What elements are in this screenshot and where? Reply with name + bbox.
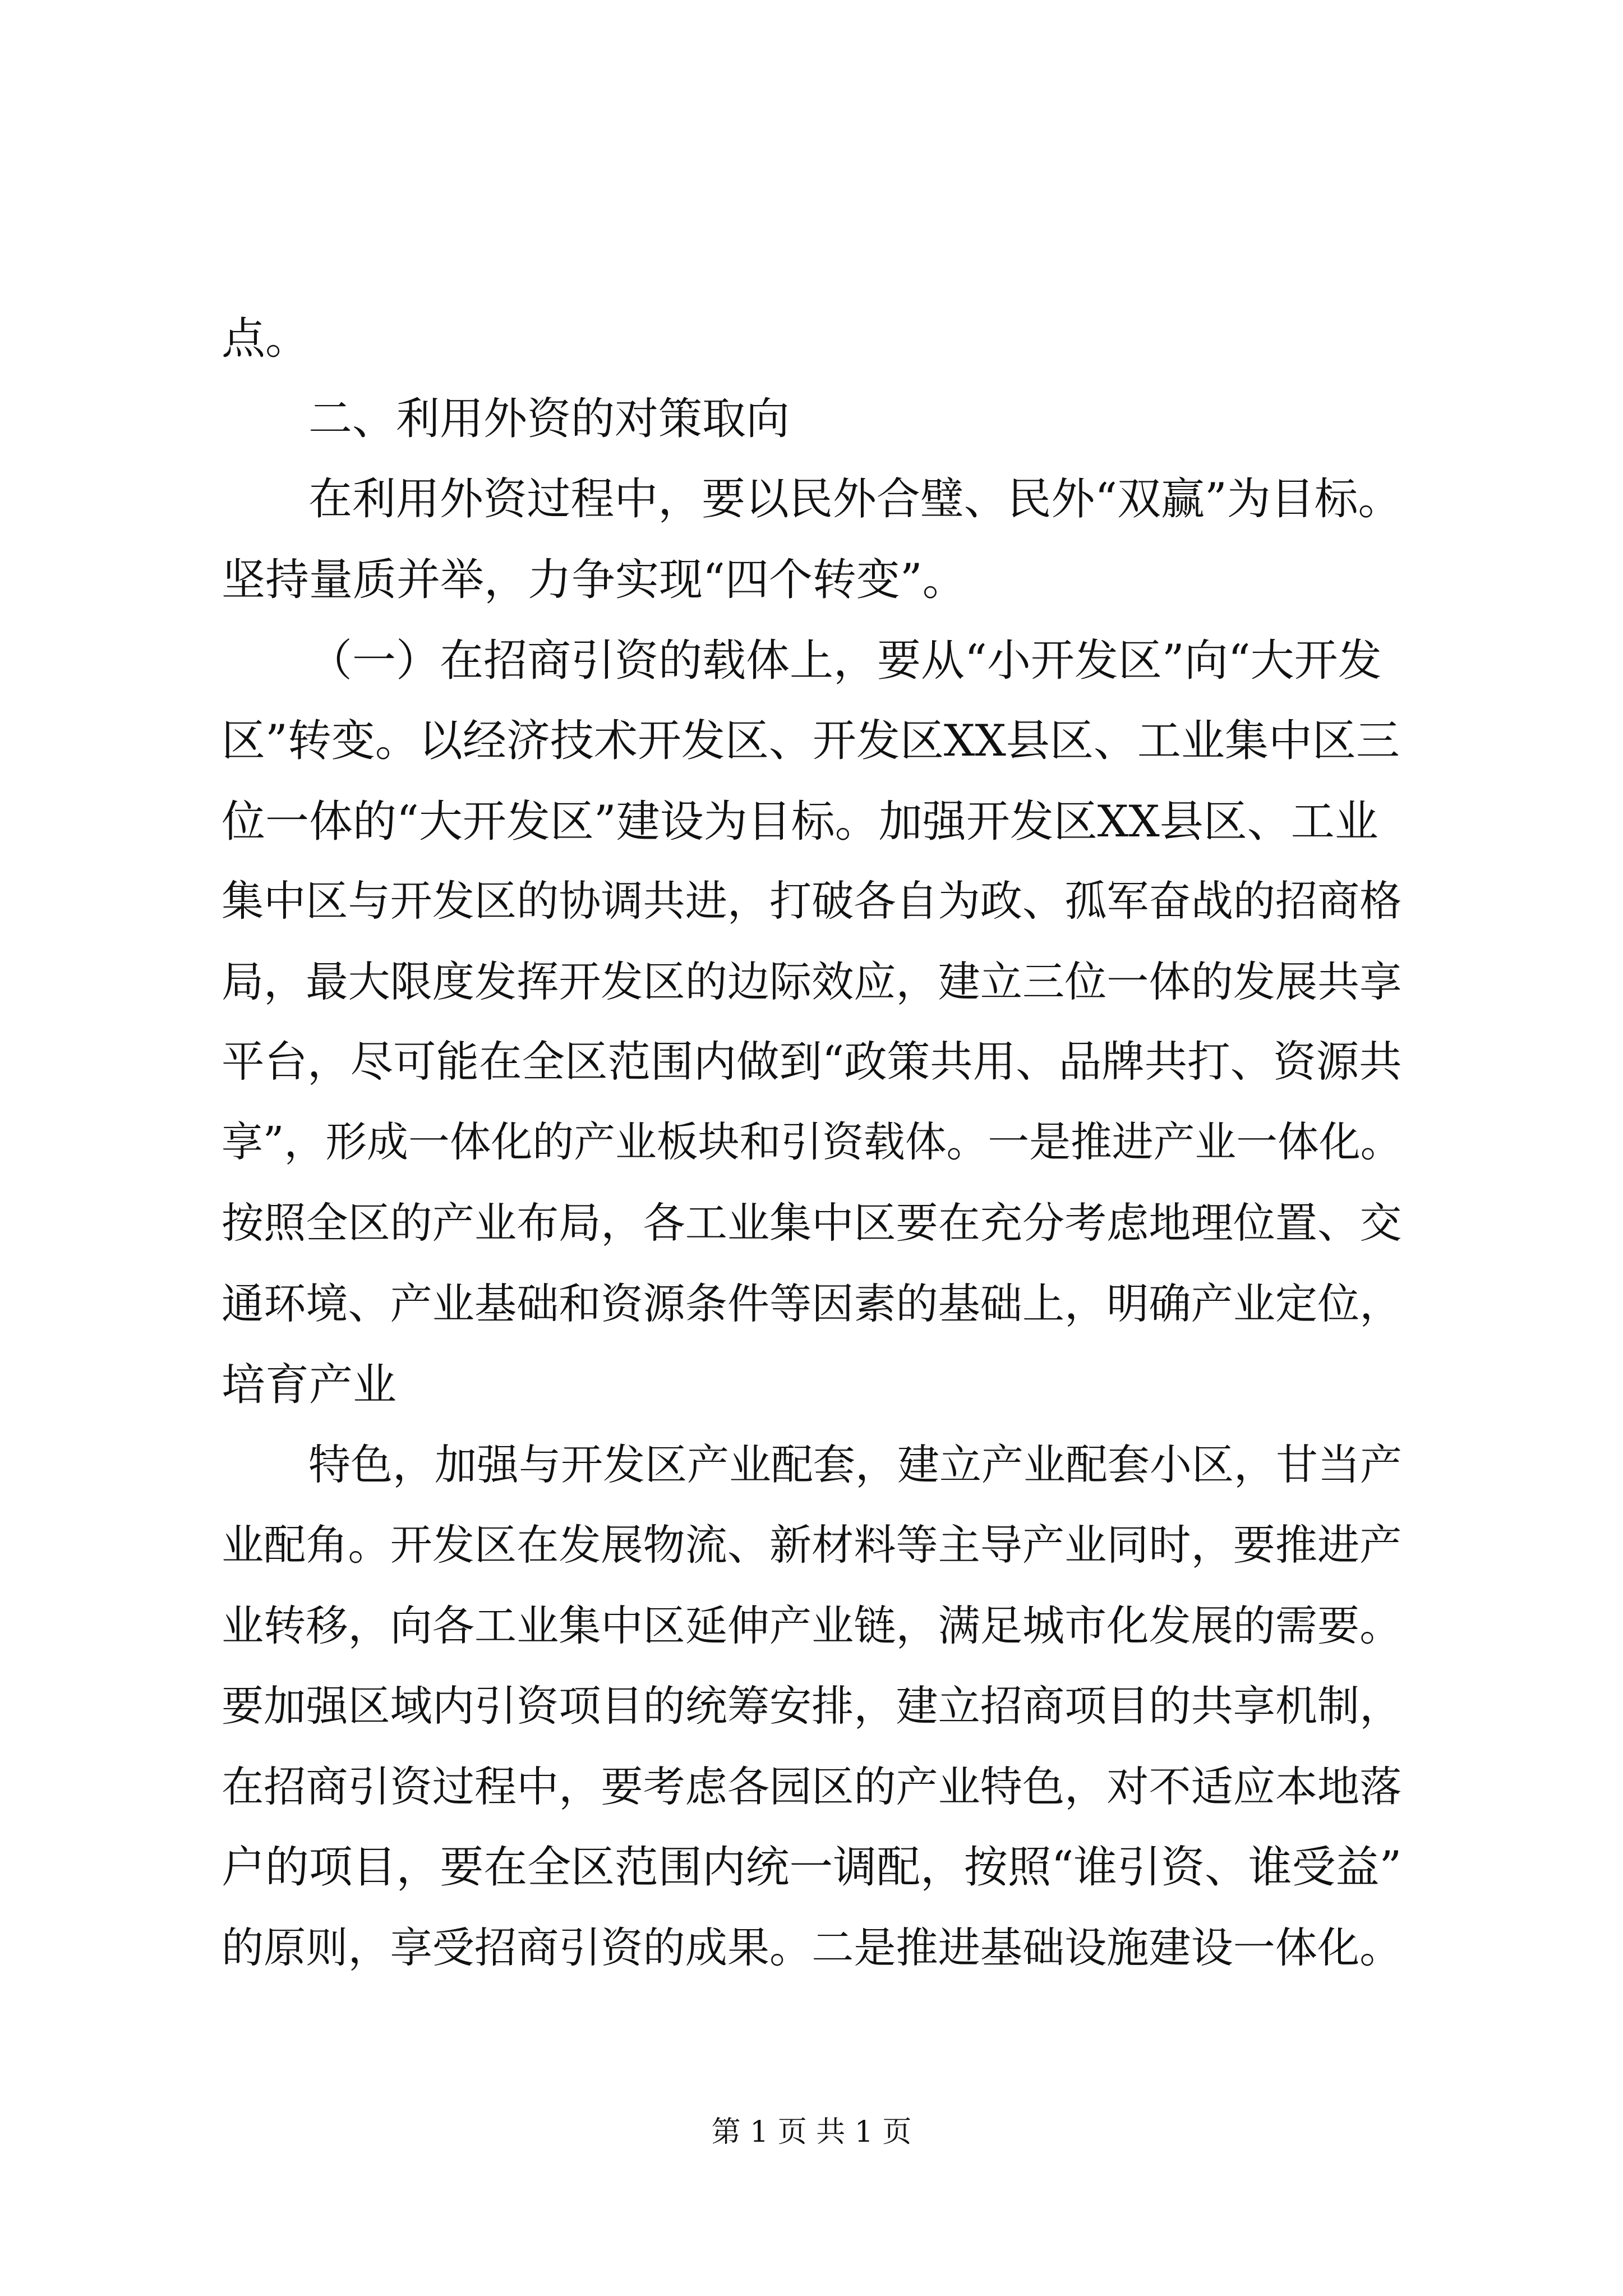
text-line-7: 位一体的“大开发区”建设为目标。加强开发区XX县区、工业: [222, 797, 1378, 847]
text-line-17: 业转移，向各工业集中区延伸产业链，满足城市化发展的需要。: [222, 1601, 1402, 1650]
text-line-15: 特色，加强与开发区产业配套，建立产业配套小区，甘当产: [308, 1440, 1403, 1489]
text-line-21: 的原则，享受招商引资的成果。二是推进基础设施建设一体化。: [222, 1923, 1402, 1972]
text-line-14: 培育产业: [222, 1360, 397, 1410]
subsection-heading: （一）在招商引资的载体上，要从“小开发区”向“大开发: [308, 636, 1382, 686]
text-line-4: 坚持量质并举，力争实现“四个转变”。: [222, 555, 966, 605]
text-line-11: 享”，形成一体化的产业板块和引资载体。一是推进产业一体化。: [222, 1118, 1402, 1166]
text-line-18: 要加强区域内引资项目的统筹安排，建立招商项目的共享机制，: [222, 1681, 1402, 1731]
text-line-8: 集中区与开发区的协调共进，打破各自为政、孤军奋战的招商格: [222, 876, 1402, 926]
text-line-16: 业配角。开发区在发展物流、新材料等主导产业同时，要推进产: [222, 1520, 1402, 1570]
section-heading: 二、利用外资的对策取向: [308, 394, 790, 444]
text-line-9: 局，最大限度发挥开发区的边际效应，建立三位一体的发展共享: [222, 957, 1402, 1006]
text-line-1: 点。: [222, 314, 310, 364]
text-line-6: 区”转变。以经济技术开发区、开发区XX县区、工业集中区三: [222, 716, 1400, 766]
page-number-footer: 第 1 页 共 1 页: [711, 2115, 912, 2149]
text-line-13: 通环境、产业基础和资源条件等因素的基础上，明确产业定位，: [222, 1279, 1402, 1328]
text-line-20: 户的项目，要在全区范围内统一调配，按照“谁引资、谁受益”: [222, 1842, 1402, 1893]
text-line-3: 在利用外资过程中，要以民外合璧、民外“双赢”为目标。: [308, 474, 1402, 524]
text-line-12: 按照全区的产业布局，各工业集中区要在充分考虑地理位置、交: [222, 1198, 1402, 1248]
text-line-19: 在招商引资过程中，要考虑各园区的产业特色，对不适应本地落: [222, 1762, 1402, 1811]
text-line-10: 平台，尽可能在全区范围内做到“政策共用、品牌共打、资源共: [222, 1037, 1402, 1087]
